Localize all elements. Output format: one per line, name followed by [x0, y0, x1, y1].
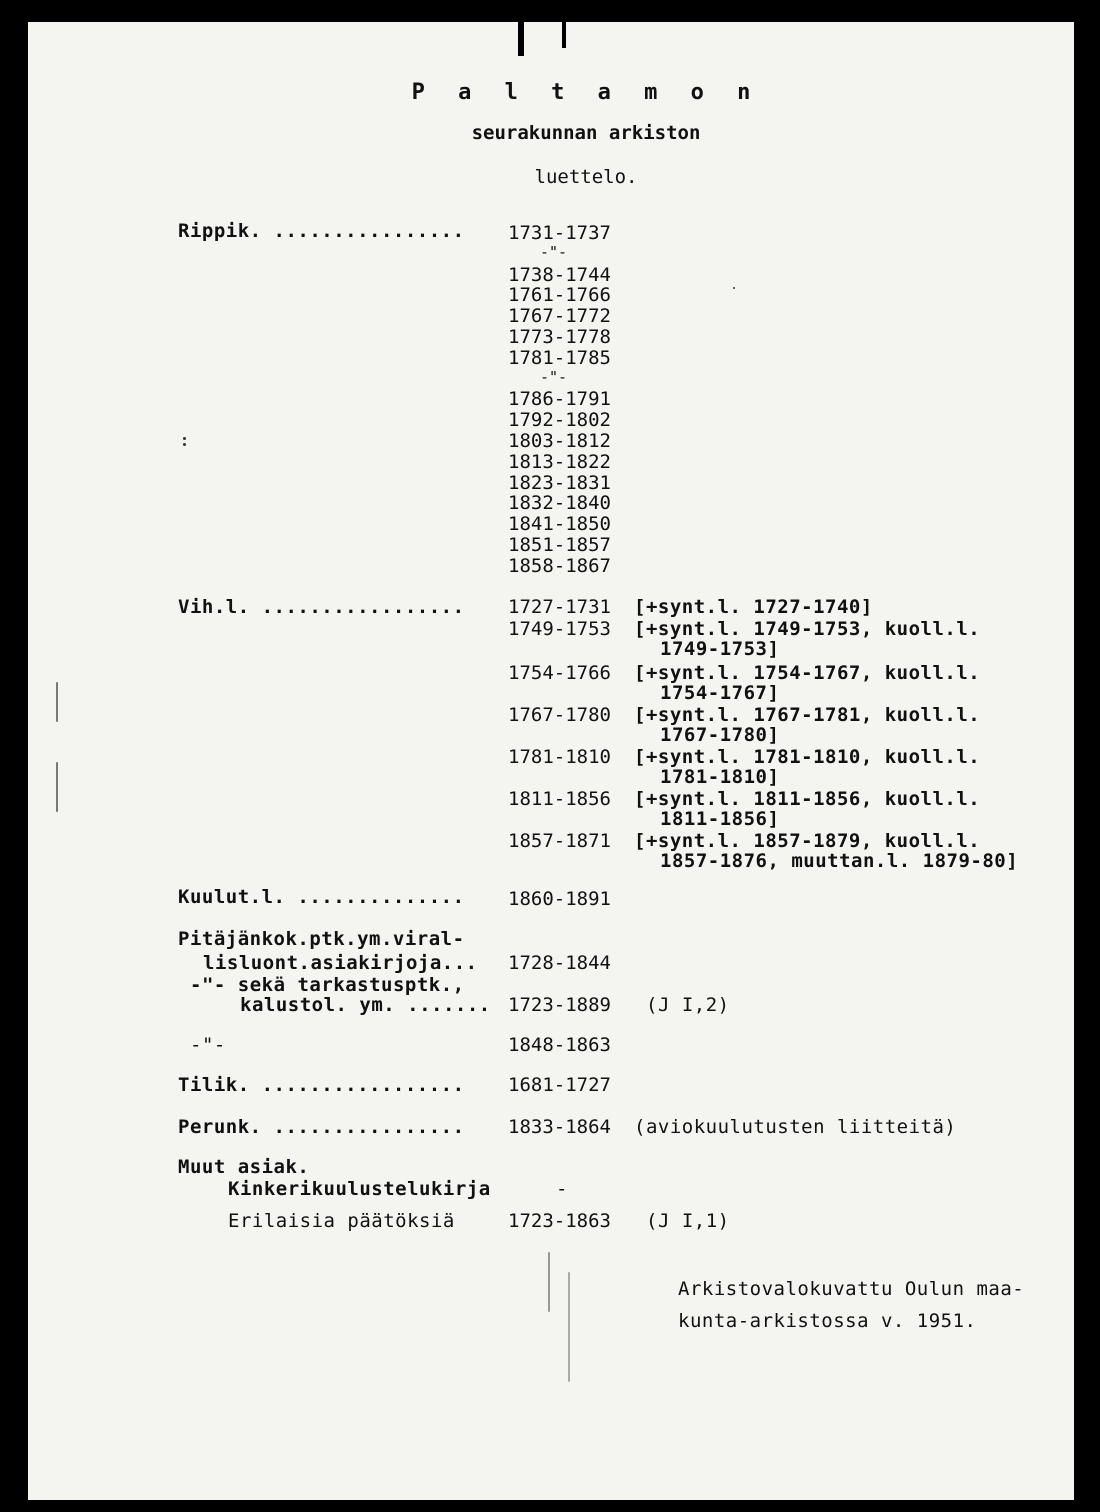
muut-item2-ref: (J I,1) [646, 1210, 730, 1232]
document-page [28, 22, 1074, 1500]
vihl-label: Vih.l. ................. [178, 596, 465, 618]
vihl-years: 1767-1780 [508, 704, 611, 726]
rippik-year: 1858-1867 [508, 554, 611, 577]
vihl-note-cont: 1857-1876, muuttan.l. 1879-80] [660, 850, 1019, 872]
vihl-note: [+synt.l. 1754-1767, kuoll.l. [634, 662, 981, 684]
rippik-year: 1851-1857 [508, 534, 611, 556]
rippik-year: 1781-1785 [508, 346, 611, 369]
scan-speck [733, 287, 735, 289]
perunk-years: 1833-1864 [508, 1116, 611, 1138]
vihl-note: [+synt.l. 1857-1879, kuoll.l. [634, 830, 981, 852]
pitajankok-years2: 1723-1889 [508, 994, 611, 1016]
vihl-note-cont: 1811-1856] [660, 808, 780, 830]
vihl-note: [+synt.l. 1811-1856, kuoll.l. [634, 788, 981, 810]
vihl-note: [+synt.l. 1781-1810, kuoll.l. [634, 746, 981, 768]
scan-mark [562, 22, 566, 48]
vihl-note: [+synt.l. 1767-1781, kuoll.l. [634, 704, 981, 726]
pitajankok-ref: (J I,2) [646, 994, 730, 1016]
tilik-label: Tilik. ................. [178, 1074, 465, 1096]
vihl-years: 1749-1753 [508, 618, 611, 640]
kuulut-label: Kuulut.l. .............. [178, 886, 465, 908]
vihl-years: 1811-1856 [508, 788, 611, 810]
tilik-years: 1681-1727 [508, 1074, 611, 1096]
title-parish: P a l t a m o n [411, 80, 761, 105]
rippik-year: 1792-1802 [508, 409, 611, 432]
rippik-year: 1841-1850 [508, 513, 611, 536]
footer-line2: kunta-arkistossa v. 1951. [678, 1310, 977, 1332]
muut-item2-years: 1723-1863 [508, 1210, 611, 1232]
scan-streak [56, 682, 58, 722]
vihl-note-cont: 1754-1767] [660, 682, 780, 704]
perunk-label: Perunk. ................ [178, 1116, 465, 1138]
rippik-year: -"- [540, 367, 568, 386]
rippik-year: 1832-1840 [508, 492, 611, 515]
scan-mark [518, 22, 524, 56]
rippik-year: 1786-1791 [508, 388, 611, 411]
title-archive: seurakunnan arkiston [471, 122, 701, 144]
vihl-note-cont: 1749-1753] [660, 638, 780, 660]
rippik-year: -"- [540, 242, 568, 261]
rippik-label: Rippik. ................ [178, 220, 465, 242]
ditto-label: -"- [190, 1034, 226, 1056]
muut-item2: Erilaisia päätöksiä [228, 1210, 455, 1232]
pitajankok-line4: kalustol. ym. ....... [240, 994, 491, 1016]
title-list: luettelo. [534, 166, 638, 188]
vihl-years: 1781-1810 [508, 746, 611, 768]
vihl-note: [+synt.l. 1727-1740] [634, 596, 873, 618]
muut-item1-value: - [556, 1178, 568, 1200]
vihl-years: 1727-1731 [508, 596, 611, 618]
ditto-years: 1848-1863 [508, 1034, 611, 1056]
rippik-year: 1823-1831 [508, 471, 611, 494]
vihl-years: 1857-1871 [508, 830, 611, 852]
rippik-year: 1761-1766 [508, 284, 611, 307]
scan-streak [548, 1252, 550, 1312]
rippik-year: 1738-1744 [508, 263, 611, 286]
footer-line1: Arkistovalokuvattu Oulun maa- [678, 1278, 1025, 1300]
rippik-year: 1813-1822 [508, 450, 611, 473]
vihl-note-cont: 1781-1810] [660, 766, 780, 788]
rippik-year: 1803-1812 [508, 430, 611, 452]
perunk-note: (aviokuulutusten liitteitä) [634, 1116, 957, 1138]
scan-speck [183, 437, 186, 440]
pitajankok-line1: Pitäjänkok.ptk.ym.viral- [178, 928, 465, 950]
vihl-years: 1754-1766 [508, 662, 611, 684]
kuulut-years: 1860-1891 [508, 888, 611, 910]
scan-speck [183, 443, 186, 446]
scan-streak [56, 762, 58, 812]
muut-item1: Kinkerikuulustelukirja [228, 1178, 491, 1200]
vihl-note-cont: 1767-1780] [660, 724, 780, 746]
rippik-year: 1731-1737 [508, 222, 611, 244]
rippik-year: 1773-1778 [508, 326, 611, 348]
pitajankok-line2: lisluont.asiakirjoja... [203, 952, 478, 974]
vihl-note: [+synt.l. 1749-1753, kuoll.l. [634, 618, 981, 640]
rippik-year: 1767-1772 [508, 305, 611, 328]
scan-streak [568, 1272, 570, 1382]
pitajankok-years1: 1728-1844 [508, 952, 611, 974]
muut-label: Muut asiak. [178, 1156, 310, 1178]
pitajankok-line3: -"- sekä tarkastusptk., [190, 974, 465, 996]
